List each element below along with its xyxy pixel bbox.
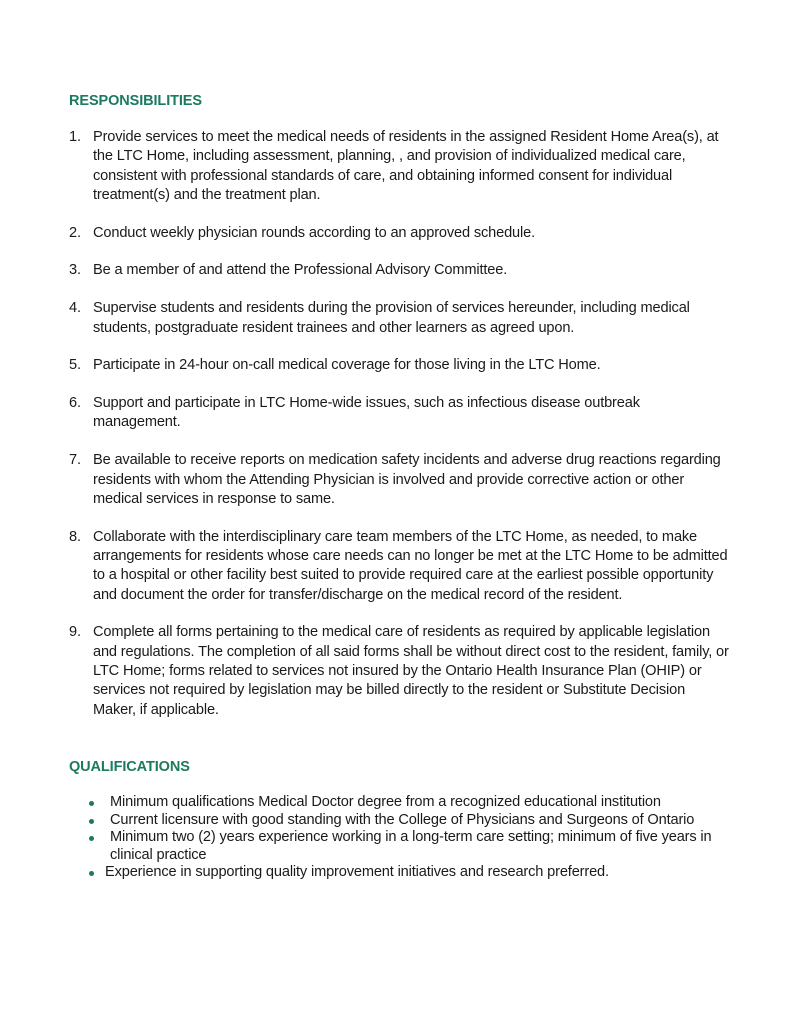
item-text: Conduct weekly physician rounds according to an approved schedule. <box>93 224 535 241</box>
responsibility-item <box>69 528 729 605</box>
qualification-item <box>86 829 736 864</box>
bullet-icon <box>89 819 94 824</box>
item-text: Minimum qualifications Medical Doctor degree from a recognized educational institution <box>110 794 661 810</box>
item-text: Supervise students and residents during the provision of services hereunder, including medical students, postgraduate resident trainees and other learners as agreed upon. <box>93 300 690 336</box>
item-text: Be a member of and attend the Professional Advisory Committee. <box>93 262 508 279</box>
qualification-item <box>86 794 736 812</box>
responsibility-item <box>69 128 729 205</box>
qualification-item <box>86 812 736 830</box>
item-number: 4. <box>69 300 81 317</box>
item-text: Minimum two (2) years experience working in a long-term care setting; minimum of five years in clinical practice <box>110 829 712 863</box>
responsibility-item <box>69 224 729 243</box>
bullet-icon <box>89 871 94 876</box>
responsibility-item <box>69 451 729 509</box>
responsibility-item <box>69 623 729 719</box>
item-text: Be available to receive reports on medication safety incidents and adverse drug reactions regarding residents with whom the Attending Physician is involved and provide corrective action or other medical services in response to same. <box>93 452 721 507</box>
responsibilities-list <box>69 128 729 738</box>
item-text: Participate in 24-hour on-call medical coverage for those living in the LTC Home. <box>93 357 601 374</box>
item-text: Current licensure with good standing with the College of Physicians and Surgeons of Ontario <box>110 811 695 828</box>
item-number: 5. <box>69 357 81 374</box>
item-number: 3. <box>69 262 81 279</box>
item-number: 1. <box>69 129 81 145</box>
item-text: Support and participate in LTC Home-wide issues, such as infectious disease outbreak management. <box>93 395 640 431</box>
responsibility-item <box>69 299 729 338</box>
item-text: Experience in supporting quality improvement initiatives and research preferred. <box>105 864 609 881</box>
item-number: 6. <box>69 395 81 412</box>
item-number: 8. <box>69 528 81 545</box>
item-number: 7. <box>69 452 81 469</box>
item-number: 2. <box>69 224 81 241</box>
qualification-item <box>86 864 736 882</box>
responsibility-item <box>69 261 729 280</box>
qualifications-heading: QUALIFICATIONS <box>69 759 190 775</box>
bullet-icon <box>89 836 94 841</box>
responsibility-item <box>69 356 729 375</box>
qualifications-list <box>86 794 736 882</box>
item-text: Complete all forms pertaining to the medical care of residents as required by applicable legislation and regulations. The completion of all said forms shall be without direct cost to the resident, family, or LTC Home; forms related to services not insured by the Ontario Health Insurance Plan (OHIP) or services not required by legislation may be billed directly to the resident or Substitute Decision Maker, if applicable. <box>93 624 729 718</box>
responsibility-item <box>69 394 729 433</box>
item-text: Provide services to meet the medical needs of residents in the assigned Resident Home Area(s), at the LTC Home, including assessment, planning, , and provision of individualized medical care, consistent with professional standards of care, and obtaining informed consent for individual treatment(s) and the treatment plan. <box>93 129 719 203</box>
item-text: Collaborate with the interdisciplinary care team members of the LTC Home, as needed, to make arrangements for residents whose care needs can no longer be met at the LTC Home to be admitted to a hospital or other facility best suited to provide required care at the earliest possible opportunity and document the order for transfer/discharge on the medical record of the resident. <box>93 528 728 603</box>
responsibilities-heading: RESPONSIBILITIES <box>69 93 202 109</box>
bullet-icon <box>89 801 94 806</box>
item-number: 9. <box>69 624 81 641</box>
